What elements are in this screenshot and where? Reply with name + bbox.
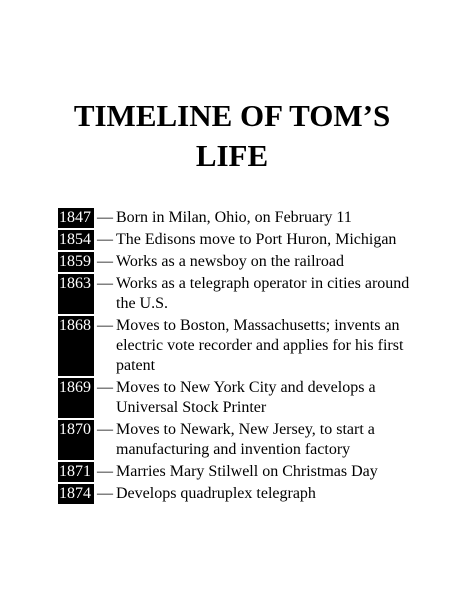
timeline-dash: — (97, 209, 113, 226)
timeline-year: 1868 (58, 316, 94, 376)
timeline-dash: — (97, 253, 113, 270)
timeline-year: 1863 (58, 274, 94, 314)
timeline-description: Develops quadruplex telegraph (116, 485, 316, 502)
timeline-entry (58, 378, 418, 418)
timeline-entry (58, 208, 418, 228)
timeline-year: 1871 (58, 462, 94, 482)
timeline-description: Moves to Newark, New Jersey, to start a manufacturing and invention factory (116, 421, 375, 458)
timeline-dash: — (97, 317, 113, 334)
timeline-entry (58, 420, 418, 460)
timeline-dash: — (97, 421, 113, 438)
timeline-entry (58, 484, 418, 504)
timeline-description: Moves to New York City and develops a Universal Stock Printer (116, 379, 376, 416)
timeline-description: Works as a newsboy on the railroad (116, 253, 344, 270)
timeline-entry (58, 274, 418, 314)
timeline-dash: — (97, 231, 113, 248)
timeline-entry (58, 316, 418, 376)
timeline-year: 1870 (58, 420, 94, 460)
timeline-description: Works as a telegraph operator in cities around the U.S. (116, 275, 410, 312)
page-title-line-1: TIMELINE OF TOM’S (73, 98, 391, 133)
timeline-year: 1847 (58, 208, 94, 228)
timeline-year: 1854 (58, 230, 94, 250)
timeline-entry (58, 230, 418, 250)
timeline-description: Marries Mary Stilwell on Christmas Day (116, 463, 378, 480)
timeline-description: Born in Milan, Ohio, on February 11 (116, 209, 352, 226)
timeline-description: The Edisons move to Port Huron, Michigan (116, 231, 397, 248)
timeline-dash: — (97, 463, 113, 480)
timeline-year: 1869 (58, 378, 94, 418)
timeline-dash: — (97, 275, 113, 292)
timeline-year: 1859 (58, 252, 94, 272)
page-title (0, 96, 464, 176)
timeline-year: 1874 (58, 484, 94, 504)
timeline-entry (58, 462, 418, 482)
timeline-list (58, 208, 418, 506)
timeline-dash: — (97, 379, 113, 396)
timeline-entry (58, 252, 418, 272)
timeline-description: Moves to Boston, Massachusetts; invents an electric vote recorder and applies for his first patent (116, 317, 404, 374)
timeline-dash: — (97, 485, 113, 502)
page-title-line-2: LIFE (195, 138, 269, 173)
